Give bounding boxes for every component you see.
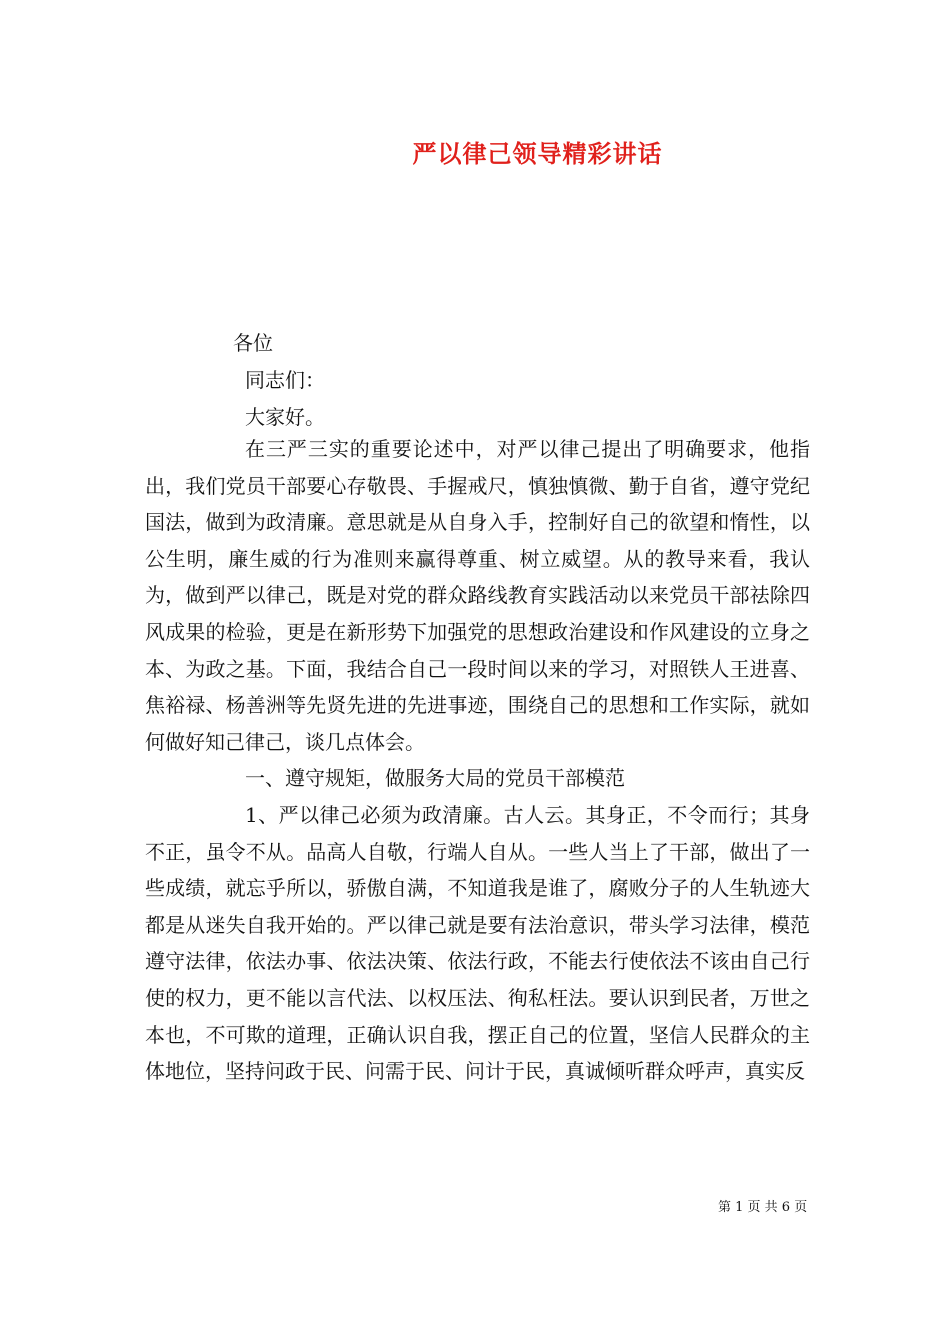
document-title: 严以律己领导精彩讲话 (412, 139, 663, 168)
page-footer: 第 1 页 共 6 页 (718, 1200, 808, 1215)
greeting-line-3: 大家好。 (245, 405, 325, 429)
section-heading-1: 一、遵守规矩，做服务大局的党员干部模范 (245, 766, 625, 791)
document-body (145, 431, 810, 1090)
greeting-line-1: 各位 (233, 331, 273, 355)
greeting-line-2: 同志们： (245, 368, 325, 392)
body-paragraph-1: 1、严以律己必须为政清廉。古人云。其身正，不令而行；其身不正，虽令不从。品高人自敬，行端人自从。一些人当上了干部，做出了一些成绩，就忘乎所以，骄傲自满，不知道我是谁了，腐败分子的人生轨迹大都是从迷失自我开始的。严以律己就是要有法治意识，带头学习法律，模范遵守法律，依法办事、依法决策、依法行政，不能去行使依法不该由自己行使的权力，更不能以言代法、以权压法、徇私枉法。要认识到民者，万世之本也，不可欺的道理，正确认识自我，摆正自己的位置，坚信人民群众的主体地位，坚持问政于民、问需于民、问计于民，真诚倾听群众呼声，真实反 (145, 802, 810, 1084)
body-paragraph-intro: 在三严三实的重要论述中，对严以律己提出了明确要求，他指出，我们党员干部要心存敬畏、手握戒尺，慎独慎微、勤于自省，遵守党纪国法，做到为政清廉。意思就是从自身入手，控制好自己的欲望和惰性，以公生明，廉生威的行为准则来赢得尊重、树立威望。从的教导来看，我认为，做到严以律己，既是对党的群众路线教育实践活动以来党员干部祛除四风成果的检验，更是在新形势下加强党的思想政治建设和作风建设的立身之本、为政之基。下面，我结合自己一段时间以来的学习，对照铁人王进喜、焦裕禄、杨善洲等先贤先进的先进事迹，围绕自己的思想和工作实际，就如何做好知己律己，谈几点体会。 (145, 437, 810, 754)
